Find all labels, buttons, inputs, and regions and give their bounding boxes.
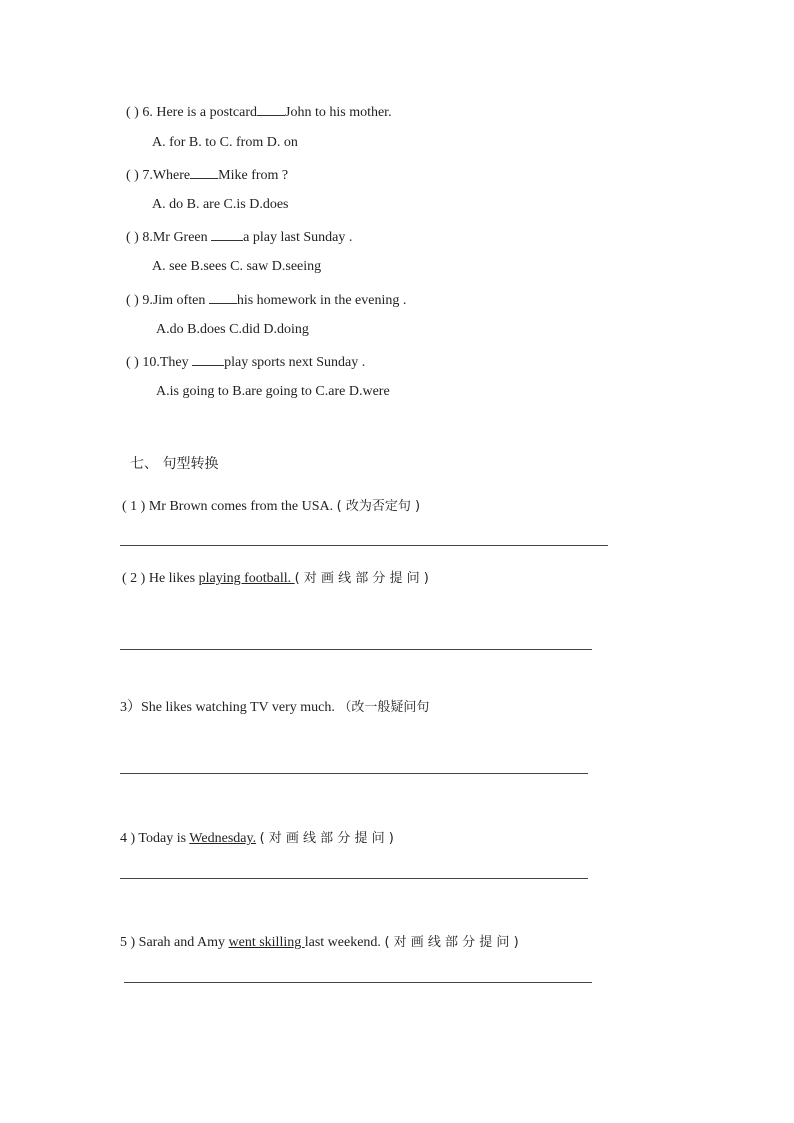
transform-number: 3） xyxy=(120,700,141,715)
transform-sentence: Mr Brown comes from the USA. xyxy=(148,499,334,514)
answer-paren: ( ) xyxy=(126,230,139,245)
question-text-start: They xyxy=(159,355,193,370)
transform-3 xyxy=(120,696,429,716)
question-10-options: A.is going to B.are going to C.are D.were xyxy=(156,384,390,399)
question-number: 7. xyxy=(142,168,153,183)
question-text-end: play sports next Sunday . xyxy=(224,355,366,370)
answer-paren: ( ) xyxy=(126,355,139,370)
question-number: 6. xyxy=(142,105,153,120)
question-text-start: Where xyxy=(152,168,191,183)
question-text-start: Jim often xyxy=(152,293,209,308)
transform-instruction: ( 改为否定句 ) xyxy=(336,499,421,514)
transform-5 xyxy=(120,931,519,951)
underlined-phrase: went skilling xyxy=(228,935,305,950)
question-text-end: Mike from ? xyxy=(218,168,289,183)
question-7 xyxy=(126,166,288,184)
question-text-end: a play last Sunday . xyxy=(243,230,353,245)
question-6-options: A. for B. to C. from D. on xyxy=(152,135,298,150)
question-8-options: A. see B.sees C. saw D.seeing xyxy=(152,259,322,274)
question-text-start: Here is a postcard xyxy=(156,105,258,120)
question-6 xyxy=(126,103,392,121)
transform-4 xyxy=(120,827,394,847)
question-number: 8. xyxy=(142,230,153,245)
transform-sentence: He likes xyxy=(148,571,199,586)
transform-2 xyxy=(122,567,429,587)
question-9-options: A.do B.does C.did D.doing xyxy=(156,322,309,337)
transform-sentence: Sarah and Amy xyxy=(138,935,229,950)
question-text-end: John to his mother. xyxy=(285,105,392,120)
transform-number: ( 2 ) xyxy=(122,571,146,586)
answer-blank xyxy=(257,103,285,116)
transform-sentence-end: last weekend. xyxy=(304,935,381,950)
answer-line xyxy=(120,649,592,650)
transform-1 xyxy=(122,495,420,515)
answer-paren: ( ) xyxy=(126,168,139,183)
transform-instruction: ( 对 画 线 部 分 提 问 ) xyxy=(259,831,394,846)
transform-number: 5 ) xyxy=(120,935,136,950)
section-title: 七、 句型转换 xyxy=(130,456,219,472)
answer-paren: ( ) xyxy=(126,105,139,120)
question-8 xyxy=(126,228,352,246)
transform-number: 4 ) xyxy=(120,831,136,846)
answer-line xyxy=(120,773,588,774)
answer-blank xyxy=(209,291,237,304)
transform-instruction: ( 对 画 线 部 分 提 问 ) xyxy=(384,935,519,950)
answer-blank xyxy=(192,353,224,366)
underlined-phrase: playing football. xyxy=(198,571,295,586)
question-9 xyxy=(126,291,406,309)
transform-number: ( 1 ) xyxy=(122,499,146,514)
answer-line xyxy=(124,982,592,983)
answer-line xyxy=(120,545,608,546)
transform-sentence: Today is xyxy=(138,831,190,846)
question-number: 9. xyxy=(142,293,153,308)
question-7-options: A. do B. are C.is D.does xyxy=(152,197,289,212)
question-text-start: Mr Green xyxy=(152,230,212,245)
answer-paren: ( ) xyxy=(126,293,139,308)
question-number: 10. xyxy=(142,355,160,370)
transform-instruction: ( 对 画 线 部 分 提 问 ) xyxy=(294,571,429,586)
question-10 xyxy=(126,353,365,371)
answer-line xyxy=(120,878,588,879)
answer-blank xyxy=(211,228,243,241)
underlined-phrase: Wednesday. xyxy=(189,831,257,846)
transform-instruction: （改一般疑问句 xyxy=(338,700,430,715)
transform-sentence: She likes watching TV very much. xyxy=(141,700,335,715)
question-text-end: his homework in the evening . xyxy=(236,293,407,308)
answer-blank xyxy=(190,166,218,179)
